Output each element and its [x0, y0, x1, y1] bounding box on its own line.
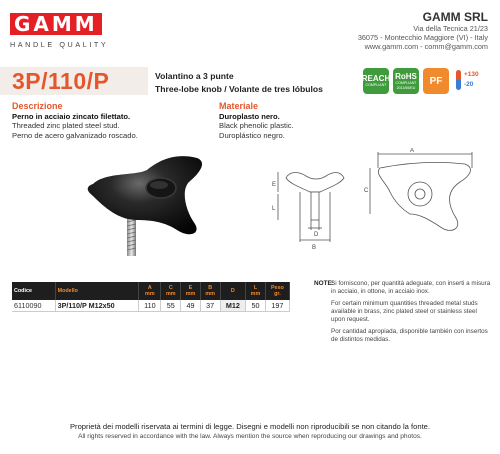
company-info — [358, 10, 488, 51]
reach-sub: COMPLIANT — [365, 83, 387, 87]
threaded-stud — [127, 216, 136, 256]
company-contact: www.gamm.com - comm@gamm.com — [364, 42, 488, 51]
dim-label-a: A — [410, 148, 415, 154]
material-line-it: Duroplasto nero. — [219, 112, 280, 121]
pf-badge — [423, 68, 449, 94]
dim-label-d: D — [314, 232, 319, 238]
brand-logo — [10, 12, 98, 36]
product-photo — [85, 150, 215, 268]
col-c: C mm — [161, 282, 181, 300]
dim-label-e: E — [272, 182, 277, 188]
col-a: A mm — [139, 282, 161, 300]
cell-e: 49 — [181, 300, 201, 311]
dim-label-c: C — [364, 188, 369, 194]
product-title-it: Volantino a 3 punte — [155, 71, 234, 81]
cell-d: M12 — [220, 300, 246, 311]
col-d: D — [220, 282, 246, 300]
cell-c: 55 — [161, 300, 181, 311]
product-title-en-es: Three-lobe knob / Volante de tres lóbulos — [155, 84, 323, 94]
company-name: GAMM SRL — [422, 10, 488, 24]
material-line-es: Duroplástico negro. — [219, 130, 285, 140]
knob-body — [88, 156, 202, 234]
col-l: L mm — [246, 282, 266, 300]
cell-codice: 6110090 — [12, 300, 55, 311]
dim-label-b: B — [312, 245, 317, 251]
material-heading: Materiale — [219, 101, 259, 111]
col-b: B mm — [200, 282, 220, 300]
pf-label: PF — [429, 75, 443, 87]
temp-max: +130 — [464, 71, 479, 78]
notes-section — [314, 280, 492, 348]
company-address: Via della Tecnica 21/23 — [413, 24, 488, 33]
certification-badges — [363, 68, 485, 94]
note-en: For certain minimum quantities threaded metal studs available in brass, zinc plated steel or stainless steel upon request. — [331, 300, 478, 323]
note-it: Si forniscono, per quantità adeguate, con inserti a misura in acciaio, in ottone, in acciaio inox. — [331, 280, 491, 295]
side-view-stud — [311, 192, 319, 220]
temp-min: -20 — [464, 81, 474, 88]
brand-tagline: HANDLE QUALITY — [10, 40, 109, 49]
reach-badge — [363, 68, 389, 94]
logo-text: GAMM — [10, 13, 102, 35]
cell-peso: 197 — [265, 300, 289, 311]
cell-modello: 3P/110/P M12x50 — [55, 300, 139, 311]
spec-table — [12, 282, 290, 312]
rohs-label: RoHS — [395, 71, 417, 81]
description-heading: Descrizione — [12, 101, 63, 111]
description-line-es: Perno de acero galvanizado roscado. — [12, 130, 138, 140]
col-e: E mm — [181, 282, 201, 300]
rohs-badge — [393, 68, 419, 94]
product-code: 3P/110/P — [12, 68, 110, 94]
col-peso: Peso gr. — [265, 282, 289, 300]
cell-l: 50 — [246, 300, 266, 311]
product-code-box — [0, 67, 148, 95]
rohs-sub: COMPLIANT 2011/65/EU — [395, 80, 417, 90]
footer — [0, 422, 500, 442]
col-modello: Modello — [55, 282, 139, 300]
material-section — [219, 101, 294, 140]
technical-drawing — [260, 148, 492, 266]
temperature-badge — [453, 68, 485, 94]
table-row — [12, 300, 290, 311]
description-line-it: Perno in acciaio zincato filettato. — [12, 112, 131, 121]
notes-label: NOTE: — [314, 280, 334, 287]
col-codice: Codice — [12, 282, 55, 300]
description-line-en: Threaded zinc plated steel stud. — [12, 121, 120, 131]
dim-label-l: L — [272, 206, 276, 212]
footer-it: Proprietà dei modelli riservata ai termini di legge. Disegni e modelli non riproducibili se non citando la fonte. — [69, 422, 431, 431]
note-es: Por cantidad apropiada, disponible también con insertos de distintos medidas. — [331, 328, 488, 343]
reach-label: REACH — [361, 74, 391, 83]
footer-en: All rights reserved in accordance with the law. Always mention the source when reproducing our drawings and photos. — [78, 433, 422, 440]
spec-table-header — [12, 282, 290, 300]
description-section — [12, 101, 138, 140]
thermometer-icon — [456, 70, 461, 90]
cell-a: 110 — [139, 300, 161, 311]
side-view-knob — [286, 173, 344, 193]
company-city: 36075 - Montecchio Maggiore (VI) - Italy — [357, 33, 488, 42]
material-line-en: Black phenolic plastic. — [219, 121, 294, 131]
cell-b: 37 — [200, 300, 220, 311]
product-title — [155, 70, 323, 96]
